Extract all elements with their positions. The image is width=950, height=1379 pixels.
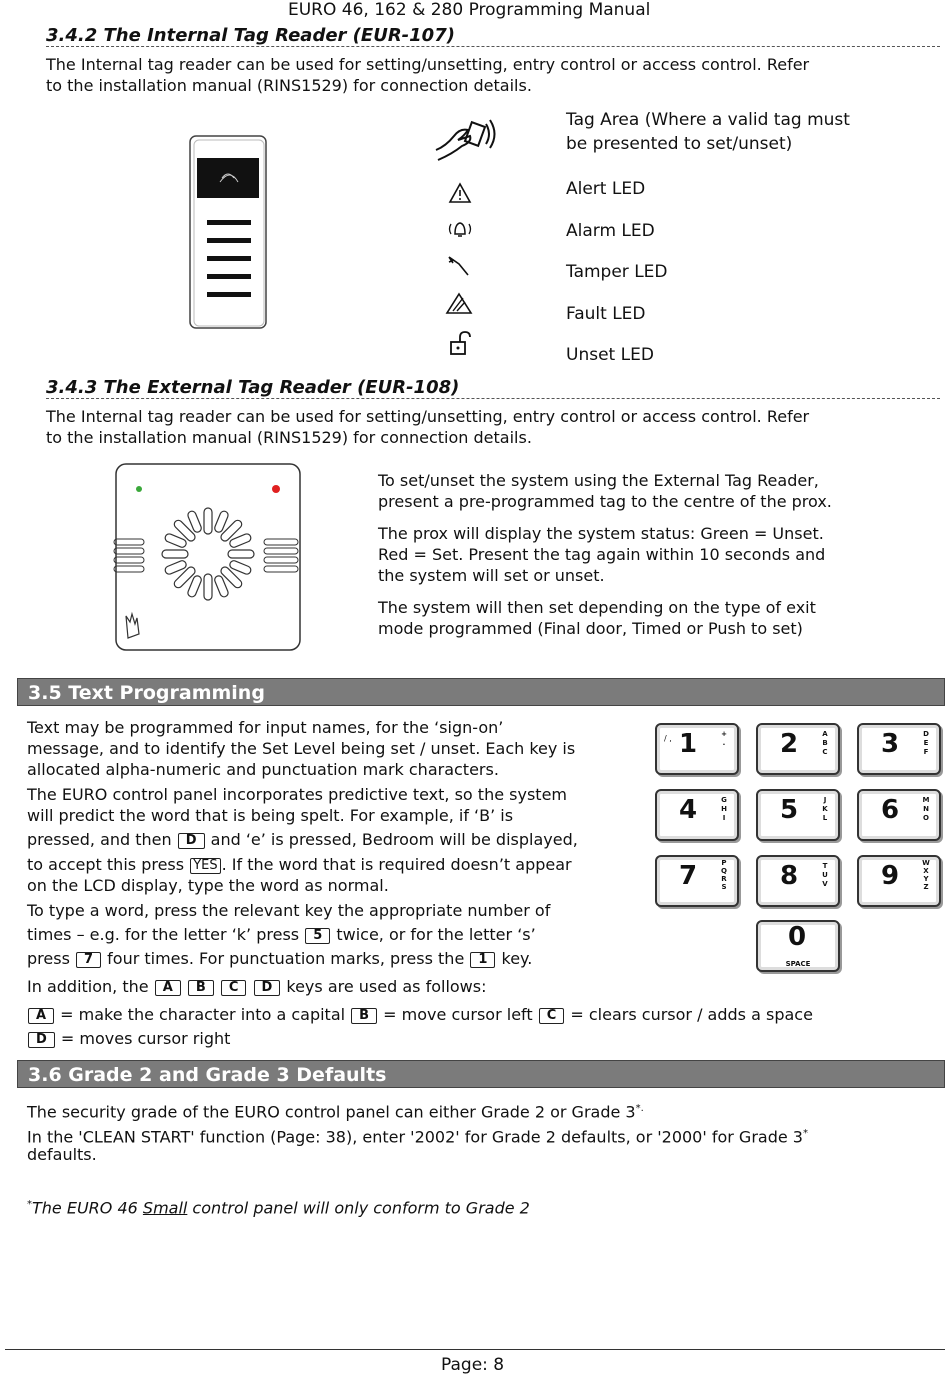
s35-line9: To type a word, press the relevant key the appropriate number of xyxy=(27,901,551,920)
section-bar-36: 3.6 Grade 2 and Grade 3 Defaults xyxy=(17,1060,945,1088)
keypad-key-5: 5 JKL xyxy=(756,789,840,841)
s343-p3-line2: mode programmed (Final door, Timed or Push to set) xyxy=(378,619,803,638)
unlock-icon xyxy=(448,330,474,358)
s342-body-line1: The Internal tag reader can be used for setting/unsetting, entry control or access control. Refer xyxy=(46,55,810,74)
keypad-key-6: 6 MNO xyxy=(857,789,941,841)
key-5: 5 xyxy=(305,928,330,944)
keypad-key-7: 7 PQRS xyxy=(655,855,739,907)
s343-p2-line1: The prox will display the system status: Green = Unset. xyxy=(378,524,824,543)
key-c: C xyxy=(539,1008,565,1024)
s342-body-line2: to the installation manual (RINS1529) for connection details. xyxy=(46,76,532,95)
section-title-342: 3.4.2 The Internal Tag Reader (EUR-107) xyxy=(46,25,455,46)
s35-line13: A = make the character into a capital B = move cursor left C = clears cursor / adds a space xyxy=(27,1004,813,1025)
s36-line1: The security grade of the EURO control panel can either Grade 2 or Grade 3*. xyxy=(27,1102,644,1122)
s35-line4: The EURO control panel incorporates predictive text, so the system xyxy=(27,785,567,804)
s343-p1-line1: To set/unset the system using the External Tag Reader, xyxy=(378,471,819,490)
external-tag-reader-image xyxy=(112,462,304,654)
s36-line2: In the 'CLEAN START' function (Page: 38), enter '2002' for Grade 2 defaults, or '2000' for Grade 3* xyxy=(27,1127,808,1147)
s35-line6: pressed, and then D and ‘e’ is pressed, Bedroom will be displayed, xyxy=(27,830,578,849)
legend-tamper-led: Tamper LED xyxy=(566,262,668,282)
keypad-key-1: / , 1 + . xyxy=(655,723,739,775)
page-number: Page: 8 xyxy=(441,1355,505,1375)
section-bar-35: 3.5 Text Programming xyxy=(17,678,945,706)
keypad-key-0: 0 SPACE xyxy=(756,920,840,972)
s343-body-line2: to the installation manual (RINS1529) for connection details. xyxy=(46,428,532,447)
section-title-343: 3.4.3 The External Tag Reader (EUR-108) xyxy=(46,377,460,398)
key-1: 1 xyxy=(470,952,495,968)
legend-alert-led: Alert LED xyxy=(566,179,646,199)
key-d: D xyxy=(254,980,281,996)
alert-icon xyxy=(448,182,472,204)
keypad-key-4: 4 GHI xyxy=(655,789,739,841)
keypad-key-9: 9 WXYZ xyxy=(857,855,941,907)
keypad-key-1-left: / , xyxy=(664,734,672,743)
legend-alarm-led: Alarm LED xyxy=(566,221,655,241)
key-d: D xyxy=(28,1032,55,1048)
key-d: D xyxy=(178,833,205,849)
tag-hand-icon xyxy=(432,110,498,168)
s35-line7: to accept this press YES . If the word that is required doesn’t appear xyxy=(27,855,572,874)
fault-icon xyxy=(444,292,474,316)
key-b: B xyxy=(188,980,214,996)
s343-p2-line2: Red = Set. Present the tag again within 10 seconds and xyxy=(378,545,826,564)
s343-p2-line3: the system will set or unset. xyxy=(378,566,605,585)
keypad-key-8: 8 TUV xyxy=(756,855,840,907)
s35-line12: In addition, the A B C D keys are used as follows: xyxy=(27,977,487,996)
document-header: EURO 46, 162 & 280 Programming Manual xyxy=(288,0,651,20)
footer-divider xyxy=(5,1349,945,1350)
key-b: B xyxy=(351,1008,377,1024)
s343-body-line1: The Internal tag reader can be used for setting/unsetting, entry control or access control. Refer xyxy=(46,407,810,426)
legend-tag-area-line1: Tag Area (Where a valid tag must xyxy=(566,110,850,130)
legend-fault-led: Fault LED xyxy=(566,304,646,324)
keypad-key-3: 3 DEF xyxy=(857,723,941,775)
key-a: A xyxy=(28,1008,54,1024)
s343-p3-line1: The system will then set depending on the type of exit xyxy=(378,598,816,617)
s35-line8: on the LCD display, type the word as normal. xyxy=(27,876,389,895)
footnote: *The EURO 46 Small control panel will only conform to Grade 2 xyxy=(27,1198,530,1218)
s35-line14: D = moves cursor right xyxy=(27,1028,230,1049)
divider xyxy=(46,46,940,47)
keypad-key-1-right: + . xyxy=(721,730,727,747)
key-7: 7 xyxy=(76,952,101,968)
internal-tag-reader-image xyxy=(186,132,270,332)
s35-line11: press 7 four times. For punctuation marks, press the 1 key. xyxy=(27,949,533,968)
keypad-key-2: 2 ABC xyxy=(756,723,840,775)
alarm-bell-icon xyxy=(446,218,474,240)
divider xyxy=(46,398,940,399)
s35-line5: will predict the word that is being spelt. For example, if ‘B’ is xyxy=(27,806,514,825)
s35-line1: Text may be programmed for input names, for the ‘sign-on’ xyxy=(27,718,504,737)
key-c: C xyxy=(221,980,247,996)
legend-unset-led: Unset LED xyxy=(566,345,654,365)
s343-p1-line2: present a pre-programmed tag to the centre of the prox. xyxy=(378,492,832,511)
s36-line3: defaults. xyxy=(27,1145,97,1164)
s35-line2: message, and to identify the Set Level being set / unset. Each key is xyxy=(27,739,576,758)
tamper-icon xyxy=(446,254,472,278)
key-a: A xyxy=(155,980,181,996)
legend-tag-area-line2: be presented to set/unset) xyxy=(566,134,793,154)
s35-line3: allocated alpha-numeric and punctuation mark characters. xyxy=(27,760,499,779)
key-yes: YES xyxy=(190,858,220,874)
s35-line10: times – e.g. for the letter ‘k’ press 5 twice, or for the letter ‘s’ xyxy=(27,925,536,944)
